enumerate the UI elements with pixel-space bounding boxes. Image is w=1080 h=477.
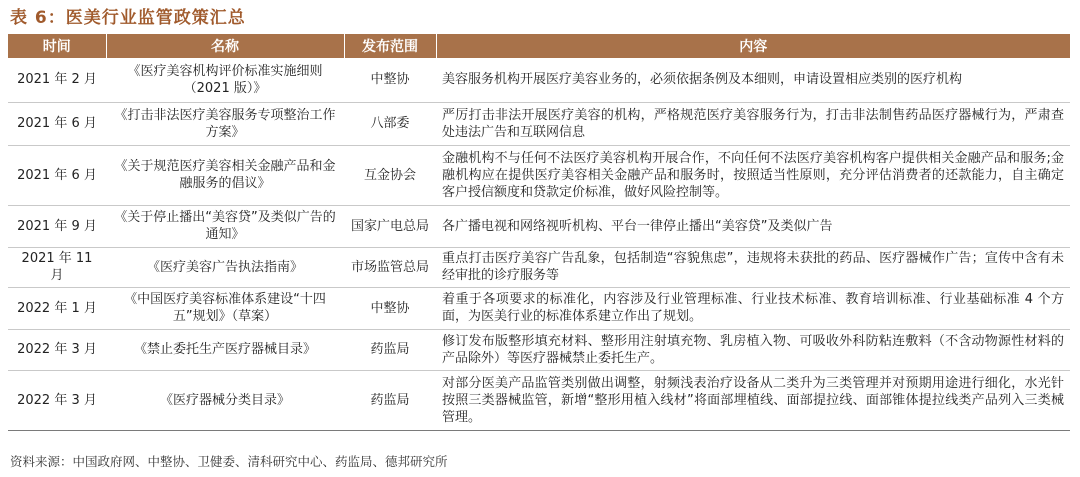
table-header xyxy=(8,34,1070,58)
cell-content: 严厉打击非法开展医疗美容的机构，严格规范医疗美容服务行为，打击非法制售药品医疗器械行为，严肃查处违法广告和互联网信息 xyxy=(436,102,1070,145)
cell-issuer: 市场监管总局 xyxy=(344,247,436,287)
table-row xyxy=(8,370,1070,430)
cell-name: 《医疗美容广告执法指南》 xyxy=(106,247,344,287)
cell-content: 着重于各项要求的标准化，内容涉及行业管理标准、行业技术标准、教育培训标准、行业基础标准 4 个方面，为医美行业的标准体系建立作出了规划。 xyxy=(436,287,1070,329)
cell-issuer: 八部委 xyxy=(344,102,436,145)
cell-issuer: 国家广电总局 xyxy=(344,205,436,247)
header-time: 时间 xyxy=(8,34,106,58)
cell-content: 各广播电视和网络视听机构、平台一律停止播出“美容贷”及类似广告 xyxy=(436,205,1070,247)
table-row xyxy=(8,329,1070,370)
cell-name: 《医疗美容机构评价标准实施细则（2021 版）》 xyxy=(106,58,344,102)
header-content: 内容 xyxy=(436,34,1070,58)
cell-name: 《打击非法医疗美容服务专项整治工作方案》 xyxy=(106,102,344,145)
cell-issuer: 互金协会 xyxy=(344,145,436,205)
cell-time: 2022 年 1 月 xyxy=(8,287,106,329)
cell-name: 《关于停止播出“美容贷”及类似广告的通知》 xyxy=(106,205,344,247)
policy-table-container xyxy=(8,34,1070,431)
cell-content: 修订发布版整形填充材料、整形用注射填充物、乳房植入物、可吸收外科防粘连敷料（不含动物源性材料的产品除外）等医疗器械禁止委托生产。 xyxy=(436,329,1070,370)
cell-issuer: 中整协 xyxy=(344,58,436,102)
header-name: 名称 xyxy=(106,34,344,58)
cell-content: 重点打击医疗美容广告乱象，包括制造“容貌焦虑”，违规将未获批的药品、医疗器械作广告；宣传中含有未经审批的诊疗服务等 xyxy=(436,247,1070,287)
source-note: 资料来源：中国政府网、中整协、卫健委、清科研究中心、药监局、德邦研究所 xyxy=(10,454,448,469)
table-row xyxy=(8,205,1070,247)
cell-issuer: 药监局 xyxy=(344,329,436,370)
cell-issuer: 中整协 xyxy=(344,287,436,329)
header-row xyxy=(8,34,1070,58)
table-row xyxy=(8,145,1070,205)
cell-content: 美容服务机构开展医疗美容业务的，必须依据条例及本细则，申请设置相应类别的医疗机构 xyxy=(436,58,1070,102)
cell-name: 《医疗器械分类目录》 xyxy=(106,370,344,430)
cell-time: 2021 年 6 月 xyxy=(8,102,106,145)
cell-time: 2022 年 3 月 xyxy=(8,329,106,370)
table-body xyxy=(8,58,1070,430)
cell-time: 2021 年 6 月 xyxy=(8,145,106,205)
cell-name: 《关于规范医疗美容相关金融产品和金融服务的倡议》 xyxy=(106,145,344,205)
cell-content: 金融机构不与任何不法医疗美容机构开展合作，不向任何不法医疗美容机构客户提供相关金融产品和服务;金融机构应在提供医疗美容相关金融产品和服务时，按照适当性原则，充分评估消费者的还款能力，自主确定客户授信额度和贷款定价标准，做好风险控制等。 xyxy=(436,145,1070,205)
table-row xyxy=(8,58,1070,102)
cell-time: 2021 年 11 月 xyxy=(8,247,106,287)
cell-issuer: 药监局 xyxy=(344,370,436,430)
table-row xyxy=(8,287,1070,329)
header-issuer: 发布范围 xyxy=(344,34,436,58)
table-row xyxy=(8,247,1070,287)
table-row xyxy=(8,102,1070,145)
table-title: 表 6：医美行业监管政策汇总 xyxy=(10,8,246,28)
cell-time: 2022 年 3 月 xyxy=(8,370,106,430)
cell-content: 对部分医美产品监管类别做出调整，射频浅表治疗设备从二类升为三类管理并对预期用途进行细化，水光针按照三类器械监管，新增“整形用植入线材”将面部埋植线、面部提拉线、面部锥体提拉线类产品列入三类械管理。 xyxy=(436,370,1070,430)
policy-table xyxy=(8,34,1070,431)
cell-time: 2021 年 2 月 xyxy=(8,58,106,102)
cell-time: 2021 年 9 月 xyxy=(8,205,106,247)
cell-name: 《禁止委托生产医疗器械目录》 xyxy=(106,329,344,370)
cell-name: 《中国医疗美容标准体系建设“十四五”规划》（草案） xyxy=(106,287,344,329)
